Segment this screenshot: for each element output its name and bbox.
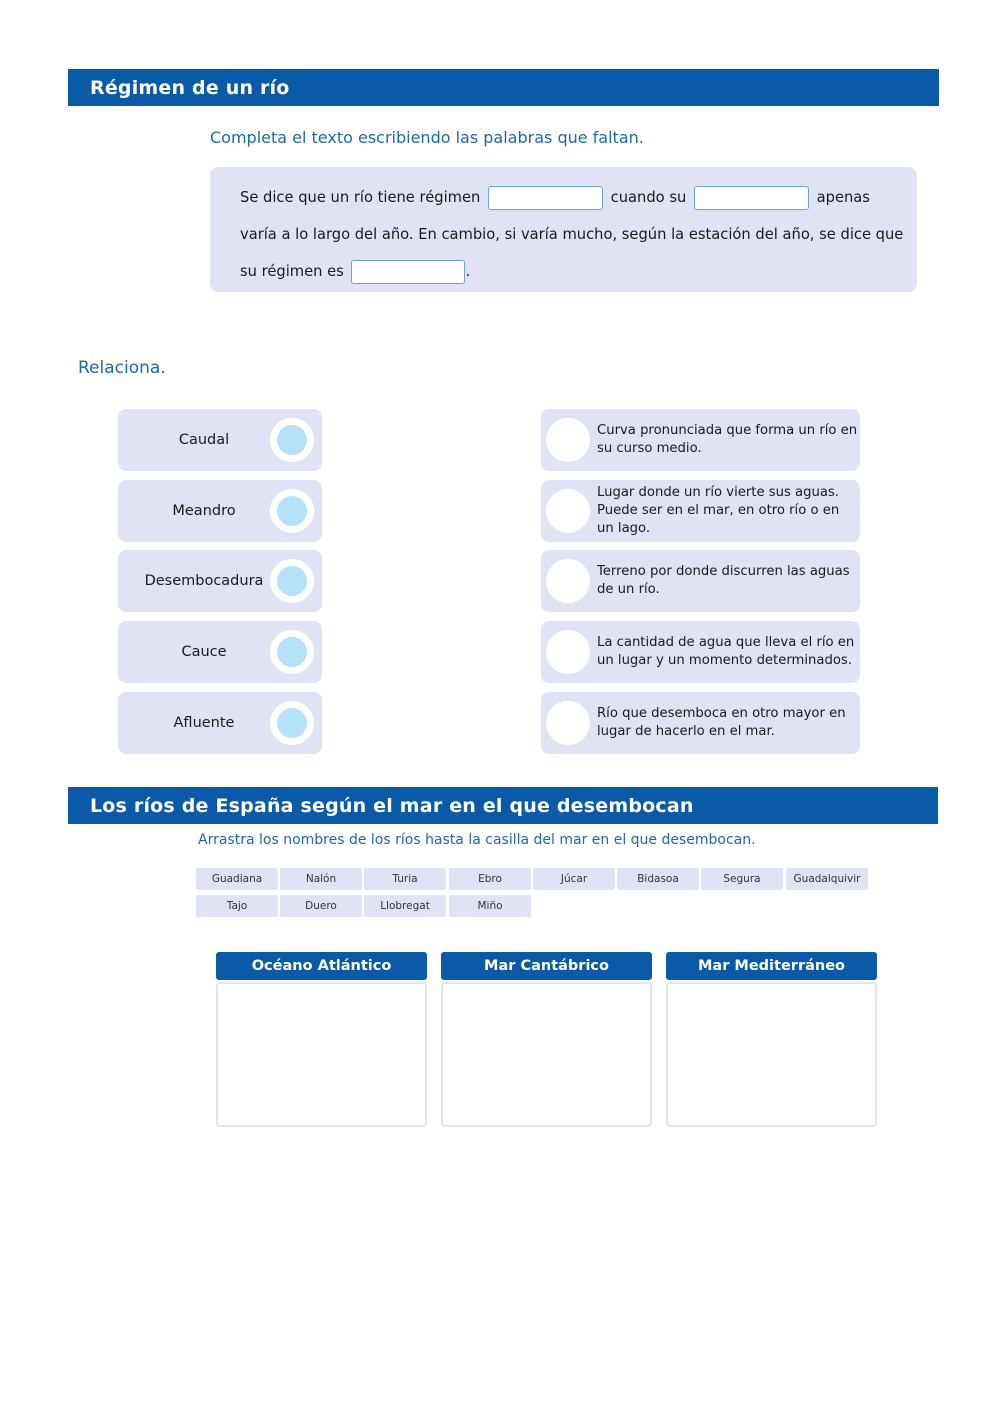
zone-header-cantabrico: Mar Cantábrico — [441, 952, 652, 980]
definition-text: Curva pronunciada que forma un río en su curso medio. — [597, 423, 858, 456]
term-card — [118, 550, 322, 612]
term-card — [118, 409, 322, 471]
definition-card — [541, 550, 860, 612]
term-card — [118, 692, 322, 754]
text-part-1: Se dice que un río tiene régimen — [240, 189, 481, 206]
term-label: Meandro — [172, 503, 236, 519]
definition-card — [541, 480, 860, 542]
section-title-rios-espana: Los ríos de España según el mar en el que desembocan — [68, 787, 938, 824]
text-part-2: cuando su — [610, 189, 687, 206]
river-chip[interactable]: Duero — [280, 895, 362, 917]
river-chip[interactable]: Ebro — [449, 868, 531, 890]
blank-input-3[interactable] — [351, 260, 465, 284]
section-title-regimen: Régimen de un río — [68, 69, 939, 106]
term-label: Afluente — [173, 715, 235, 731]
term-connector-dot[interactable] — [270, 418, 314, 462]
river-chip[interactable]: Llobregat — [364, 895, 446, 917]
definition-card — [541, 621, 860, 683]
definition-text: La cantidad de agua que lleva el río en un lugar y un momento determinados. — [597, 635, 855, 668]
term-connector-dot[interactable] — [270, 559, 314, 603]
term-card — [118, 480, 322, 542]
definition-card — [541, 692, 860, 754]
definition-card — [541, 409, 860, 471]
drop-zone-mediterraneo[interactable] — [666, 982, 877, 1127]
drop-zone-cantabrico[interactable] — [441, 982, 652, 1127]
instruction-drag-rivers: Arrastra los nombres de los ríos hasta la casilla del mar en el que desembocan. — [198, 832, 756, 848]
river-chip[interactable]: Júcar — [533, 868, 615, 890]
definition-connector-dot[interactable] — [546, 701, 590, 745]
river-chip[interactable]: Nalón — [280, 868, 362, 890]
river-chip[interactable]: Guadiana — [196, 868, 278, 890]
river-chip[interactable]: Segura — [701, 868, 783, 890]
blank-input-2[interactable] — [694, 186, 809, 210]
term-label: Cauce — [181, 644, 227, 660]
blank-input-1[interactable] — [488, 186, 603, 210]
zone-header-mediterraneo: Mar Mediterráneo — [666, 952, 877, 980]
definition-connector-dot[interactable] — [546, 418, 590, 462]
definition-connector-dot[interactable] — [546, 559, 590, 603]
term-label: Desembocadura — [144, 573, 264, 589]
term-connector-dot[interactable] — [270, 701, 314, 745]
drop-zone-atlantico[interactable] — [216, 982, 427, 1127]
river-chip[interactable]: Miño — [449, 895, 531, 917]
term-label: Caudal — [178, 432, 230, 448]
term-connector-dot[interactable] — [270, 630, 314, 674]
instruction-complete-text: Completa el texto escribiendo las palabras que faltan. — [210, 128, 644, 147]
term-card — [118, 621, 322, 683]
definition-text: Terreno por donde discurren las aguas de un río. — [597, 564, 850, 597]
instruction-relaciona: Relaciona. — [78, 358, 166, 378]
definition-text: Lugar donde un río vierte sus aguas. Puede ser en el mar, en otro río o en un lago. — [597, 485, 840, 536]
text-part-4: . — [465, 263, 471, 280]
text-part-3: apenas varía a lo largo del año. En cambio, si varía mucho, según la estación del año, se dice que su régimen es — [240, 189, 904, 280]
definition-text: Río que desemboca en otro mayor en lugar de hacerlo en el mar. — [597, 706, 846, 739]
fill-in-text-box — [210, 167, 917, 292]
zone-header-atlantico: Océano Atlántico — [216, 952, 427, 980]
river-chip[interactable]: Tajo — [196, 895, 278, 917]
term-connector-dot[interactable] — [270, 489, 314, 533]
river-chip[interactable]: Turia — [364, 868, 446, 890]
river-chip[interactable]: Bidasoa — [617, 868, 699, 890]
definition-connector-dot[interactable] — [546, 489, 590, 533]
definition-connector-dot[interactable] — [546, 630, 590, 674]
river-chip[interactable]: Guadalquivir — [786, 868, 868, 890]
